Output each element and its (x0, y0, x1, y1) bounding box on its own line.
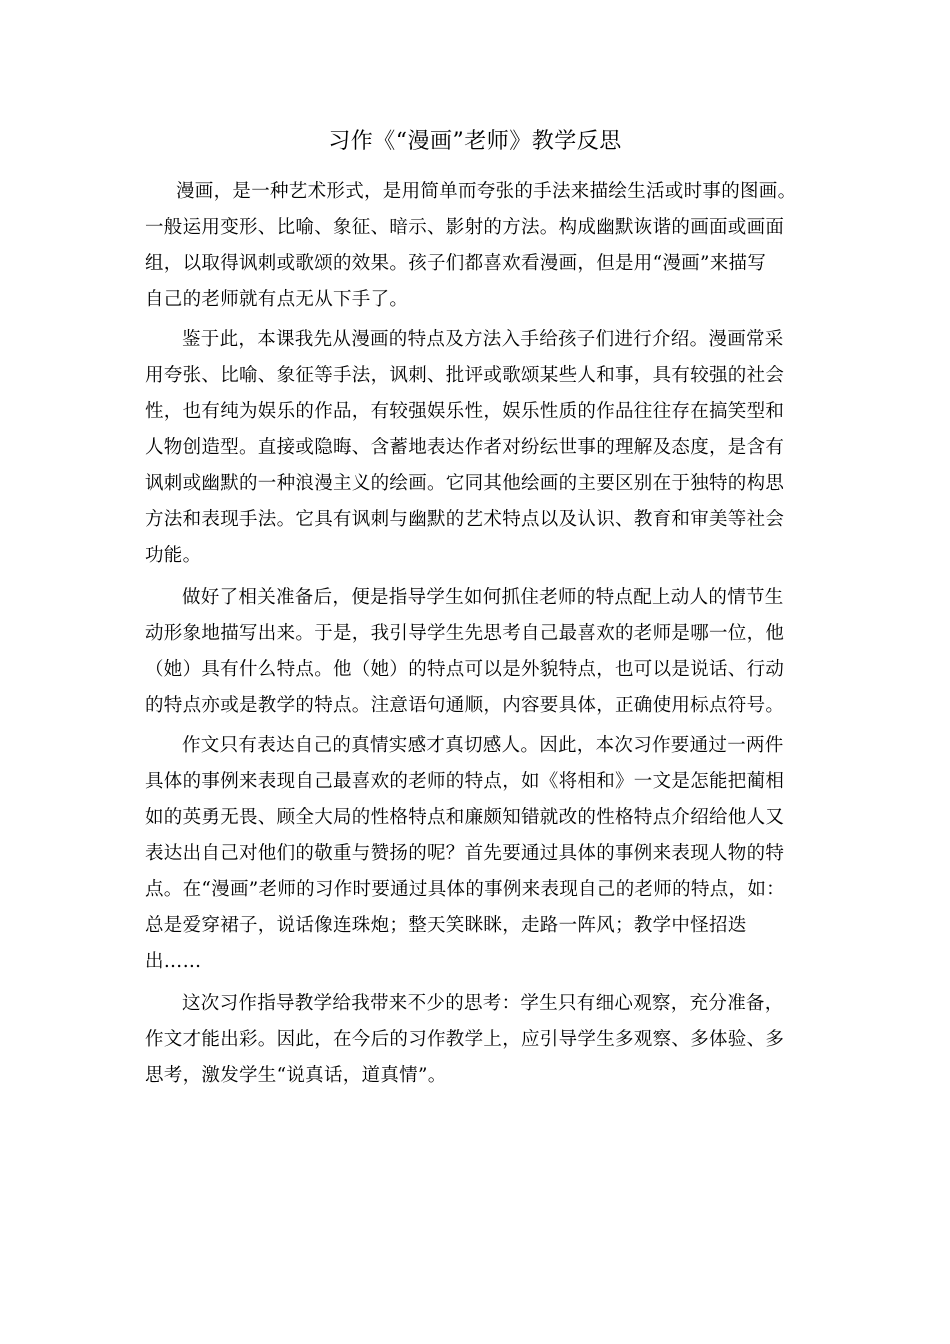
text-line: 自己的老师就有点无从下手了。 (145, 289, 409, 310)
text-line: 功能。 (145, 545, 202, 566)
text-line: 表达出自己对他们的敬重与赞扬的呢？首先要通过具体的事例来表现人物的特 (145, 843, 785, 864)
text-line: （她）具有什么特点。他（她）的特点可以是外貌特点，也可以是说话、行动 (145, 659, 785, 680)
text-line: 作文才能出彩。因此，在今后的习作教学上，应引导学生多观察、多体验、多 (145, 1029, 785, 1050)
text-line: 点。在“漫画”老师的习作时要通过具体的事例来表现自己的老师的特点，如： (145, 879, 785, 900)
text-line: 思考，激发学生“说真话，道真情”。 (145, 1065, 447, 1086)
text-line: 人物创造型。直接或隐晦、含蓄地表达作者对纷纭世事的理解及态度，是含有 (145, 437, 785, 458)
text-line: 出…… (145, 951, 202, 972)
document-title: 习作《“漫画”老师》教学反思 (328, 129, 622, 154)
text-line: 的特点亦或是教学的特点。注意语句通顺，内容要具体，正确使用标点符号。 (145, 695, 785, 716)
text-line: 这次习作指导教学给我带来不少的思考：学生只有细心观察，充分准备， (182, 993, 784, 1014)
text-line: 讽刺或幽默的一种浪漫主义的绘画。它同其他绘画的主要区别在于独特的构思 (145, 473, 785, 494)
text-line: 具体的事例来表现自己最喜欢的老师的特点，如《将相和》一文是怎能把蔺相 (145, 771, 785, 792)
text-line: 一般运用变形、比喻、象征、暗示、影射的方法。构成幽默诙谐的画面或画面 (145, 217, 785, 238)
text-line: 动形象地描写出来。于是，我引导学生先思考自己最喜欢的老师是哪一位，他 (145, 623, 785, 644)
text-line: 方法和表现手法。它具有讽刺与幽默的艺术特点以及认识、教育和审美等社会 (145, 509, 785, 530)
text-line: 用夸张、比喻、象征等手法，讽刺、批评或歌颂某些人和事，具有较强的社会 (145, 365, 785, 386)
text-line: 漫画，是一种艺术形式，是用简单而夸张的手法来描绘生活或时事的图画。 (176, 181, 797, 202)
text-line: 性，也有纯为娱乐的作品，有较强娱乐性，娱乐性质的作品往往存在搞笑型和 (145, 401, 785, 422)
text-line: 总是爱穿裙子，说话像连珠炮；整天笑眯眯，走路一阵风；教学中怪招迭 (145, 915, 747, 936)
text-line: 如的英勇无畏、顾全大局的性格特点和廉颇知错就改的性格特点介绍给他人又 (145, 807, 785, 828)
text-line: 作文只有表达自己的真情实感才真切感人。因此，本次习作要通过一两件 (182, 735, 784, 756)
text-line: 做好了相关准备后，便是指导学生如何抓住老师的特点配上动人的情节生 (182, 587, 784, 608)
text-line: 组，以取得讽刺或歌颂的效果。孩子们都喜欢看漫画，但是用“漫画”来描写 (145, 253, 767, 274)
text-line: 鉴于此，本课我先从漫画的特点及方法入手给孩子们进行介绍。漫画常采 (182, 329, 784, 350)
